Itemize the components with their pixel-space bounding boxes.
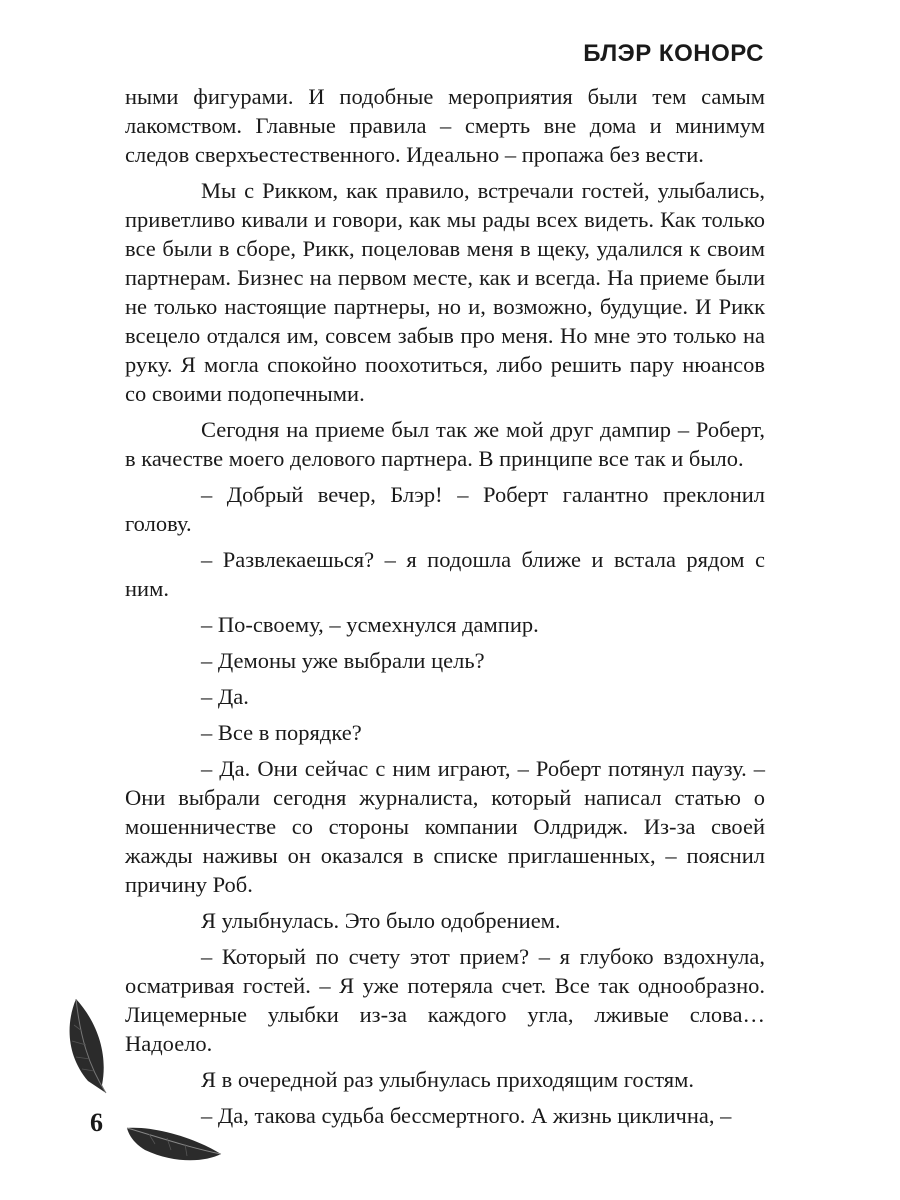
paragraph: Я улыбнулась. Это было одобрением. <box>201 908 561 933</box>
dialogue-line: – Да, такова судьба бессмертного. А жизнь циклична, – <box>201 1103 732 1128</box>
dialogue-line: – Да. Они сейчас с ним играют, – Роберт потянул паузу. – Они выбрали сегодня журналиста, который написал статью о мошенничестве со стороны компании Олдридж. Из-за своей жажды наживы он оказался в списке приглашенных, – пояснил причину Роб. <box>125 756 765 897</box>
body-text <box>125 82 765 1130</box>
paragraph: Я в очередной раз улыбнулась приходящим гостям. <box>201 1067 694 1092</box>
paragraph: ными фигурами. И подобные мероприятия были тем самым лакомством. Главные правила – смерть вне дома и минимум следов сверхъестественного. Идеально – пропажа без вести. <box>125 84 765 167</box>
running-header-author: БЛЭР КОНОРС <box>583 40 764 67</box>
page-number: 6 <box>90 1108 103 1137</box>
feather-icon <box>62 995 122 1095</box>
feather-icon <box>125 1120 225 1170</box>
dialogue-line: – Да. <box>201 684 249 709</box>
dialogue-line: – Который по счету этот прием? – я глубоко вздохнула, осматривая гостей. – Я уже потеряла счет. Все так однообразно. Лицемерные улыбки из-за каждого угла, лживые слова… Надоело. <box>125 944 765 1056</box>
dialogue-line: – Развлекаешься? – я подошла ближе и встала рядом с ним. <box>125 547 765 601</box>
dialogue-line: – По-своему, – усмехнулся дампир. <box>201 612 539 637</box>
paragraph: Сегодня на приеме был так же мой друг дампир – Роберт, в качестве моего делового партнера. В принципе все так и было. <box>125 417 765 471</box>
dialogue-line: – Все в порядке? <box>201 720 362 745</box>
dialogue-line: – Добрый вечер, Блэр! – Роберт галантно преклонил голову. <box>125 482 765 536</box>
paragraph: Мы с Рикком, как правило, встречали гостей, улыбались, приветливо кивали и говори, как мы рады всех видеть. Как только все были в сборе, Рикк, поцеловав меня в щеку, удалился к своим партнерам. Бизнес на первом месте, как и всегда. На приеме были не только настоящие партнеры, но и, возможно, будущие. И Рикк всецело отдался им, совсем забыв про меня. Но мне это только на руку. Я могла спокойно поохотиться, либо решить пару нюансов со своими подопечными. <box>125 178 765 406</box>
dialogue-line: – Демоны уже выбрали цель? <box>201 648 485 673</box>
